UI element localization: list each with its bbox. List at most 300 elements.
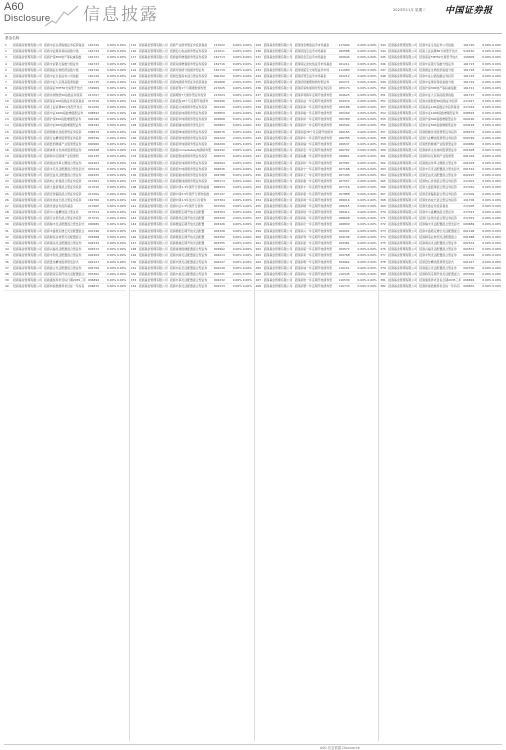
rate-a-cell: 0.00% bbox=[232, 73, 242, 78]
fund-code-cell: 000746 bbox=[88, 135, 100, 140]
fund-manager-cell: 招商基金管理有限公司 bbox=[13, 179, 42, 184]
fund-code-cell: 007188 bbox=[338, 166, 350, 171]
row-number: 343 bbox=[380, 43, 386, 47]
rate-b-cell: 0.00% bbox=[367, 148, 377, 153]
fund-manager-cell: 招商基金管理有限公司 bbox=[138, 123, 168, 128]
fund-manager-cell: 招商基金管理有限公司 bbox=[263, 98, 293, 103]
fund-manager-cell: 招商基金管理有限公司 bbox=[13, 160, 42, 165]
fund-code-cell: 001917 bbox=[88, 259, 100, 264]
rate-a-cell: 0.00% bbox=[107, 73, 117, 78]
rate-b-cell: 0.00% bbox=[492, 284, 502, 289]
rate-a-cell: 0.00% bbox=[232, 154, 242, 159]
row-number: 11 bbox=[5, 104, 9, 109]
row-number: 379 bbox=[380, 265, 386, 270]
fund-manager-cell: 招商基金管理有限公司 bbox=[138, 203, 168, 208]
fund-code-cell: 006870 bbox=[463, 284, 475, 289]
rate-a-cell: 0.00% bbox=[357, 191, 367, 196]
fund-code-cell: 006702 bbox=[338, 148, 350, 153]
fund-code-cell: 001628 bbox=[463, 148, 475, 153]
fund-code-cell: 006861 bbox=[338, 154, 350, 159]
rate-a-cell: 0.00% bbox=[357, 241, 367, 245]
fund-code-cell: 161715 bbox=[88, 80, 100, 85]
rate-a-cell: 0.00% bbox=[232, 135, 242, 140]
row-number: 152 bbox=[130, 271, 137, 276]
fund-code-cell: 001403 bbox=[463, 160, 475, 165]
fund-code-cell: 007557 bbox=[338, 179, 350, 184]
rate-a-cell: 0.00% bbox=[107, 278, 117, 283]
rate-b-cell: 0.00% bbox=[492, 166, 502, 171]
fund-code-cell: 161725 bbox=[463, 73, 475, 78]
fund-name-cell: 招商添康一年定期开放债券型 bbox=[294, 179, 333, 184]
row-number: 7 bbox=[5, 80, 7, 85]
rate-a-cell: 0.00% bbox=[357, 216, 367, 221]
fund-manager-cell: 招商基金管理有限公司 bbox=[13, 86, 42, 91]
fund-code-cell: 003859 bbox=[213, 111, 225, 116]
fund-manager-cell: 招商基金管理有限公司 bbox=[13, 61, 42, 66]
fund-name-cell: 招商添顺一年定期开放债券型 bbox=[294, 203, 333, 208]
rate-b-cell: 0.00% bbox=[117, 216, 126, 221]
rate-a-cell: 0.00% bbox=[357, 67, 367, 72]
row-number: 125 bbox=[130, 104, 137, 109]
fund-name-cell: 招商康泰养老目标日期2035三年 bbox=[419, 278, 462, 283]
fund-name-cell: 招商招丰纯债债券型证券投资 bbox=[169, 166, 208, 171]
rate-b-cell: 0.00% bbox=[367, 129, 377, 134]
rate-a-cell: 0.00% bbox=[232, 98, 242, 103]
footer-text: A60 信息披露 Disclosure bbox=[320, 746, 360, 750]
rate-b-cell: 0.00% bbox=[492, 117, 502, 122]
rate-a-cell: 0.00% bbox=[357, 160, 367, 165]
fund-name-cell: 招商添鸿一年定期开放债券型 bbox=[294, 197, 333, 202]
rate-b-cell: 0.00% bbox=[117, 61, 126, 66]
rate-b-cell: 0.00% bbox=[367, 265, 377, 270]
rate-a-cell: 0.00% bbox=[232, 241, 242, 245]
fund-code-cell: 007197 bbox=[213, 191, 225, 196]
rate-b-cell: 0.00% bbox=[367, 222, 377, 227]
fund-code-cell: 161724 bbox=[88, 49, 100, 54]
trend-line-icon bbox=[44, 4, 80, 28]
fund-manager-cell: 招商基金管理有限公司 bbox=[138, 241, 168, 245]
rate-a-cell: 0.00% bbox=[107, 197, 117, 202]
rate-a-cell: 0.00% bbox=[482, 241, 492, 245]
fund-name-cell: 招商招怡纯债债券型证券投资 bbox=[169, 135, 208, 140]
row-number: 346 bbox=[380, 61, 386, 66]
row-number: 262 bbox=[255, 247, 262, 252]
fund-manager-cell: 招商基金管理有限公司 bbox=[138, 55, 168, 60]
rate-a-cell: 0.00% bbox=[232, 259, 242, 264]
rate-b-cell: 0.00% bbox=[242, 179, 252, 184]
row-number: 3 bbox=[5, 55, 7, 60]
fund-name-cell: 招商稳荣定期开放灵活配置混合 bbox=[419, 271, 460, 276]
rate-b-cell: 0.00% bbox=[242, 61, 252, 66]
rate-a-cell: 0.00% bbox=[482, 43, 492, 47]
fund-manager-cell: 招商基金管理有限公司 bbox=[13, 191, 42, 196]
fund-code-cell: 004190 bbox=[463, 117, 475, 122]
fund-manager-cell: 招商基金管理有限公司 bbox=[138, 80, 168, 85]
row-number: 21 bbox=[5, 166, 9, 171]
fund-manager-cell: 招商基金管理有限公司 bbox=[138, 117, 168, 122]
rate-b-cell: 0.00% bbox=[117, 43, 126, 47]
fund-manager-cell: 招商基金管理有限公司 bbox=[388, 160, 418, 165]
row-number: 364 bbox=[380, 172, 386, 177]
rate-a-cell: 0.00% bbox=[232, 117, 242, 122]
rate-a-cell: 0.00% bbox=[357, 142, 367, 146]
fund-manager-cell: 招商基金管理有限公司 bbox=[263, 111, 293, 116]
fund-name-cell: 招商安益灵活配置混合型证券 bbox=[44, 172, 82, 177]
row-number: 376 bbox=[380, 247, 386, 252]
fund-name-cell: 招商深证TMT50交易型开放式 bbox=[44, 86, 83, 91]
row-number: 232 bbox=[255, 61, 262, 66]
fund-code-cell: 217001 bbox=[463, 179, 475, 184]
row-number: 357 bbox=[380, 129, 386, 134]
rate-a-cell: 0.00% bbox=[482, 92, 492, 97]
rate-a-cell: 0.00% bbox=[232, 49, 242, 54]
rate-a-cell: 0.00% bbox=[232, 43, 242, 47]
fund-name-cell: 招商行业领先混合型证券投资 bbox=[419, 216, 457, 221]
fund-name-cell: 招商核心价值混合型证券投资 bbox=[44, 179, 82, 184]
fund-manager-cell: 招商基金管理有限公司 bbox=[388, 117, 418, 122]
row-number: 134 bbox=[130, 160, 137, 165]
fund-code-cell: 002700 bbox=[463, 265, 475, 270]
rate-b-cell: 0.00% bbox=[367, 179, 377, 184]
rate-b-cell: 0.00% bbox=[492, 160, 502, 165]
fund-manager-cell: 招商基金管理有限公司 bbox=[138, 98, 168, 103]
page-footer bbox=[0, 744, 506, 750]
rate-b-cell: 0.00% bbox=[117, 49, 126, 54]
row-number: 359 bbox=[380, 142, 386, 146]
fund-name-cell: 招商招恒纯债债券型证券投资 bbox=[169, 160, 208, 165]
fund-code-cell: 008412 bbox=[338, 210, 350, 215]
rate-a-cell: 0.00% bbox=[107, 129, 117, 134]
rate-a-cell: 0.00% bbox=[232, 265, 242, 270]
fund-code-cell: 004979 bbox=[338, 98, 350, 103]
row-number: 22 bbox=[5, 172, 9, 177]
rate-b-cell: 0.00% bbox=[242, 265, 252, 270]
row-number: 146 bbox=[130, 234, 137, 239]
fund-code-cell: 001198 bbox=[88, 228, 100, 233]
fund-code-cell: 000960 bbox=[463, 142, 475, 146]
rate-a-cell: 0.00% bbox=[482, 73, 492, 78]
rate-b-cell: 0.00% bbox=[242, 104, 252, 109]
rate-a-cell: 0.00% bbox=[482, 185, 492, 190]
fund-manager-cell: 招商基金管理有限公司 bbox=[13, 271, 42, 276]
rate-a-cell: 0.00% bbox=[482, 98, 492, 103]
rate-b-cell: 0.00% bbox=[492, 228, 502, 233]
fund-code-cell: 161720 bbox=[88, 73, 100, 78]
rate-b-cell: 0.00% bbox=[492, 271, 502, 276]
fund-manager-cell: 招商基金管理有限公司 bbox=[388, 253, 418, 258]
fund-code-cell: 000588 bbox=[338, 49, 350, 54]
rate-b-cell: 0.00% bbox=[242, 117, 252, 122]
rate-b-cell: 0.00% bbox=[367, 166, 377, 171]
fund-name-cell: 招商招坤纯债债券型证券投资 bbox=[169, 129, 208, 134]
fund-name-cell: 招商丰盛稳定增长灵活配置混合 bbox=[44, 228, 85, 233]
rate-b-cell: 0.00% bbox=[117, 111, 126, 116]
fund-code-cell: 007716 bbox=[338, 185, 350, 190]
rate-b-cell: 0.00% bbox=[242, 185, 252, 190]
fund-name-cell: 招商丰利灵活配置混合型证券 bbox=[419, 253, 457, 258]
rate-b-cell: 0.00% bbox=[117, 247, 126, 252]
rate-b-cell: 0.00% bbox=[242, 80, 252, 85]
row-number: 263 bbox=[255, 253, 262, 258]
rate-a-cell: 0.00% bbox=[232, 86, 242, 91]
newspaper-logo: 中国证券报 bbox=[445, 6, 493, 16]
rate-a-cell: 0.00% bbox=[357, 210, 367, 215]
rate-a-cell: 0.00% bbox=[482, 265, 492, 270]
rate-a-cell: 0.00% bbox=[232, 234, 242, 239]
row-number: 268 bbox=[255, 284, 262, 289]
fund-code-cell: 005174 bbox=[213, 179, 225, 184]
row-number: 154 bbox=[130, 284, 137, 289]
rate-a-cell: 0.00% bbox=[232, 166, 242, 171]
table-column bbox=[378, 43, 501, 741]
row-number: 371 bbox=[380, 216, 386, 221]
fund-manager-cell: 招商基金管理有限公司 bbox=[263, 179, 293, 184]
rate-a-cell: 0.00% bbox=[482, 135, 492, 140]
fund-manager-cell: 招商基金管理有限公司 bbox=[13, 148, 42, 153]
rate-b-cell: 0.00% bbox=[492, 80, 502, 85]
fund-name-cell: 招商移动互联网产业股票型 bbox=[419, 154, 454, 159]
rate-b-cell: 0.00% bbox=[367, 259, 377, 264]
fund-code-cell: 008593 bbox=[88, 111, 100, 116]
rate-b-cell: 0.00% bbox=[242, 92, 252, 97]
rate-b-cell: 0.00% bbox=[242, 160, 252, 165]
rate-a-cell: 0.00% bbox=[232, 203, 242, 208]
fund-code-cell: 003328 bbox=[213, 228, 225, 233]
fund-manager-cell: 招商基金管理有限公司 bbox=[388, 247, 418, 252]
fund-code-cell: 003304 bbox=[213, 210, 225, 215]
row-number: 16 bbox=[5, 135, 9, 140]
rate-a-cell: 0.00% bbox=[357, 86, 367, 91]
rate-a-cell: 0.00% bbox=[357, 61, 367, 66]
rate-a-cell: 0.00% bbox=[232, 92, 242, 97]
rate-a-cell: 0.00% bbox=[357, 284, 367, 289]
rate-a-cell: 0.00% bbox=[482, 210, 492, 215]
fund-manager-cell: 招商基金管理有限公司 bbox=[263, 80, 293, 85]
row-number: 257 bbox=[255, 216, 262, 221]
rate-a-cell: 0.00% bbox=[232, 222, 242, 227]
rate-b-cell: 0.00% bbox=[117, 98, 126, 103]
row-number: 132 bbox=[130, 148, 137, 153]
fund-manager-cell: 招商基金管理有限公司 bbox=[138, 234, 168, 239]
row-number: 231 bbox=[255, 55, 262, 60]
rate-b-cell: 0.00% bbox=[242, 234, 252, 239]
fund-code-cell: 161713 bbox=[213, 55, 225, 60]
fund-manager-cell: 招商基金管理有限公司 bbox=[138, 216, 168, 221]
fund-code-cell: 006358 bbox=[338, 135, 350, 140]
rate-a-cell: 0.00% bbox=[357, 98, 367, 103]
rate-a-cell: 0.00% bbox=[357, 111, 367, 116]
rate-b-cell: 0.00% bbox=[367, 241, 377, 245]
row-number: 4 bbox=[5, 61, 7, 66]
fund-manager-cell: 招商基金管理有限公司 bbox=[138, 49, 168, 54]
rate-b-cell: 0.00% bbox=[492, 247, 502, 252]
fund-manager-cell: 招商基金管理有限公司 bbox=[388, 228, 418, 233]
fund-name-cell: 招商中证1-3年国开行债券 bbox=[169, 203, 204, 208]
rate-b-cell: 0.00% bbox=[117, 160, 126, 165]
rate-a-cell: 0.00% bbox=[357, 185, 367, 190]
fund-manager-cell: 招商基金管理有限公司 bbox=[138, 265, 168, 270]
fund-manager-cell: 招商基金管理有限公司 bbox=[263, 203, 293, 208]
fund-manager-cell: 招商基金管理有限公司 bbox=[13, 247, 42, 252]
row-number: 37 bbox=[5, 265, 9, 270]
rate-b-cell: 0.00% bbox=[242, 253, 252, 258]
fund-code-cell: 217015 bbox=[88, 216, 100, 221]
fund-manager-cell: 招商基金管理有限公司 bbox=[138, 222, 168, 227]
row-number: 258 bbox=[255, 222, 262, 227]
fund-manager-cell: 招商基金管理有限公司 bbox=[263, 104, 293, 109]
fund-name-cell: 招商兴福灵活配置混合型证券 bbox=[419, 247, 457, 252]
rate-b-cell: 0.00% bbox=[367, 49, 377, 54]
fund-manager-cell: 招商基金管理有限公司 bbox=[13, 228, 42, 233]
rate-b-cell: 0.00% bbox=[367, 92, 377, 97]
rate-a-cell: 0.00% bbox=[482, 284, 492, 289]
rate-b-cell: 0.00% bbox=[242, 222, 252, 227]
rate-b-cell: 0.00% bbox=[117, 55, 126, 60]
fund-code-cell: 006537 bbox=[338, 142, 350, 146]
fund-manager-cell: 招商基金管理有限公司 bbox=[388, 98, 418, 103]
fund-name-cell: 招商添华一年定期开放债券型 bbox=[294, 135, 333, 140]
fund-name-cell: 招商行业精选股票型证券投资 bbox=[44, 135, 82, 140]
fund-code-cell: 001868 bbox=[463, 234, 475, 239]
fund-manager-cell: 招商基金管理有限公司 bbox=[388, 241, 418, 245]
rate-b-cell: 0.00% bbox=[242, 203, 252, 208]
rate-a-cell: 0.00% bbox=[107, 284, 117, 289]
rate-b-cell: 0.00% bbox=[367, 247, 377, 252]
rate-a-cell: 0.00% bbox=[357, 49, 367, 54]
page-number: A60 bbox=[4, 1, 24, 13]
rate-b-cell: 0.00% bbox=[242, 73, 252, 78]
fund-code-cell: 217010 bbox=[463, 185, 475, 190]
fund-code-cell: 004230 bbox=[213, 265, 225, 270]
fund-name-cell: 招商丰泰灵活配置混合型证券 bbox=[169, 284, 208, 289]
rate-a-cell: 0.00% bbox=[107, 179, 117, 184]
rate-a-cell: 0.00% bbox=[482, 271, 492, 276]
rate-a-cell: 0.00% bbox=[107, 142, 117, 146]
fund-code-cell: 008809 bbox=[338, 222, 350, 227]
row-number: 20 bbox=[5, 160, 9, 165]
rate-a-cell: 0.00% bbox=[357, 234, 367, 239]
rate-a-cell: 0.00% bbox=[357, 197, 367, 202]
fund-name-cell: 招商财富宝交易型货币市场 bbox=[294, 67, 330, 72]
row-number: 32 bbox=[5, 234, 9, 239]
fund-code-cell: 002212 bbox=[338, 73, 350, 78]
fund-code-cell: 161723 bbox=[463, 61, 475, 66]
row-number: 38 bbox=[5, 271, 9, 276]
fund-manager-cell: 招商基金管理有限公司 bbox=[388, 111, 418, 116]
rate-b-cell: 0.00% bbox=[492, 98, 502, 103]
fund-code-cell: 217010 bbox=[88, 185, 100, 190]
fund-name-cell: 招商中证1000指数增强型证券 bbox=[419, 111, 459, 116]
row-number: 144 bbox=[130, 222, 137, 227]
rate-b-cell: 0.00% bbox=[242, 86, 252, 91]
rate-a-cell: 0.00% bbox=[357, 92, 367, 97]
rate-a-cell: 0.00% bbox=[482, 117, 492, 122]
fund-name-cell: 招商添悦一年定期开放债券型 bbox=[294, 210, 333, 215]
rate-b-cell: 0.00% bbox=[367, 160, 377, 165]
fund-code-cell: 001868 bbox=[213, 80, 225, 85]
rate-a-cell: 0.00% bbox=[482, 80, 492, 85]
fund-code-cell: 159909 bbox=[463, 55, 475, 60]
fund-manager-cell: 招商基金管理有限公司 bbox=[138, 129, 168, 134]
rate-b-cell: 0.00% bbox=[492, 73, 502, 78]
fund-manager-cell: 招商基金管理有限公司 bbox=[13, 111, 42, 116]
fund-manager-cell: 招商基金管理有限公司 bbox=[263, 148, 293, 153]
row-number: 123 bbox=[130, 92, 137, 97]
rate-b-cell: 0.00% bbox=[492, 67, 502, 72]
fund-name-cell: 招商招裕纯债债券型证券投资 bbox=[169, 172, 208, 177]
rate-b-cell: 0.00% bbox=[367, 61, 377, 66]
rate-b-cell: 0.00% bbox=[367, 104, 377, 109]
fund-manager-cell: 招商基金管理有限公司 bbox=[263, 247, 293, 252]
fund-code-cell: 511980 bbox=[338, 67, 350, 72]
fund-manager-cell: 招商基金管理有限公司 bbox=[263, 197, 293, 202]
fund-name-cell: 招商添兴一年定期开放债券型 bbox=[294, 228, 333, 233]
fund-manager-cell: 招商基金管理有限公司 bbox=[13, 67, 42, 72]
row-number: 140 bbox=[130, 197, 137, 202]
rate-a-cell: 0.00% bbox=[357, 271, 367, 276]
row-number: 373 bbox=[380, 228, 386, 233]
fund-manager-cell: 招商基金管理有限公司 bbox=[388, 129, 418, 134]
rate-a-cell: 0.00% bbox=[107, 203, 117, 208]
fund-code-cell: 000746 bbox=[463, 135, 475, 140]
row-number: 372 bbox=[380, 222, 386, 227]
fund-code-cell: 002225 bbox=[463, 172, 475, 177]
row-number: 252 bbox=[255, 185, 262, 190]
rate-a-cell: 0.00% bbox=[357, 179, 367, 184]
fund-name-cell: 招商招顺纯债债券型证券投资 bbox=[169, 179, 208, 184]
fund-code-cell: 004190 bbox=[88, 117, 100, 122]
rate-a-cell: 0.00% bbox=[357, 166, 367, 171]
fund-name-cell: 招商招利1个月期理财债券型 bbox=[169, 86, 207, 91]
fund-manager-cell: 招商基金管理有限公司 bbox=[388, 92, 418, 97]
fund-manager-cell: 招商基金管理有限公司 bbox=[263, 271, 293, 276]
fund-name-cell: 招商稳禄定期开放灵活配置 bbox=[169, 241, 205, 245]
fund-manager-cell: 招商基金管理有限公司 bbox=[13, 55, 42, 60]
fund-manager-cell: 招商基金管理有限公司 bbox=[138, 179, 168, 184]
rate-a-cell: 0.00% bbox=[482, 247, 492, 252]
fund-code-cell: 000689 bbox=[463, 222, 475, 227]
fund-name-cell: 招商安泰偏股混合型证券投资 bbox=[419, 191, 457, 196]
fund-name-cell: 招商瑞丰灵活配置混合型发起式 bbox=[419, 222, 460, 227]
rate-a-cell: 0.00% bbox=[232, 247, 242, 252]
fund-code-cell: 007459 bbox=[213, 203, 225, 208]
row-number: 345 bbox=[380, 55, 386, 60]
fund-code-cell: 009001 bbox=[338, 228, 350, 233]
row-number: 148 bbox=[130, 247, 137, 252]
row-number: 119 bbox=[130, 67, 137, 72]
rate-a-cell: 0.00% bbox=[482, 253, 492, 258]
fund-name-cell: 招商添安一年定期开放债券型 bbox=[294, 148, 333, 153]
fund-manager-cell: 招商基金管理有限公司 bbox=[13, 241, 42, 245]
fund-name-cell: 招商添和一年定期开放债券型 bbox=[294, 160, 333, 165]
rate-a-cell: 0.00% bbox=[357, 55, 367, 60]
rate-a-cell: 0.00% bbox=[357, 148, 367, 153]
row-number: 245 bbox=[255, 142, 262, 146]
rate-a-cell: 0.00% bbox=[232, 129, 242, 134]
fund-code-cell: 002572 bbox=[463, 247, 475, 252]
row-number: 131 bbox=[130, 142, 137, 146]
fund-code-cell: 003352 bbox=[213, 234, 225, 239]
fund-code-cell: 004788 bbox=[213, 172, 225, 177]
fund-manager-cell: 招商基金管理有限公司 bbox=[388, 197, 418, 202]
fund-name-cell: 招商瑞丰灵活配置混合型发起式 bbox=[44, 222, 85, 227]
row-number: 116 bbox=[130, 49, 137, 54]
rate-b-cell: 0.00% bbox=[117, 148, 126, 153]
header-rule bbox=[4, 33, 502, 34]
rate-b-cell: 0.00% bbox=[492, 185, 502, 190]
rate-a-cell: 0.00% bbox=[232, 228, 242, 233]
fund-name-cell: 招商优质成长混合型证券投资 bbox=[44, 197, 82, 202]
